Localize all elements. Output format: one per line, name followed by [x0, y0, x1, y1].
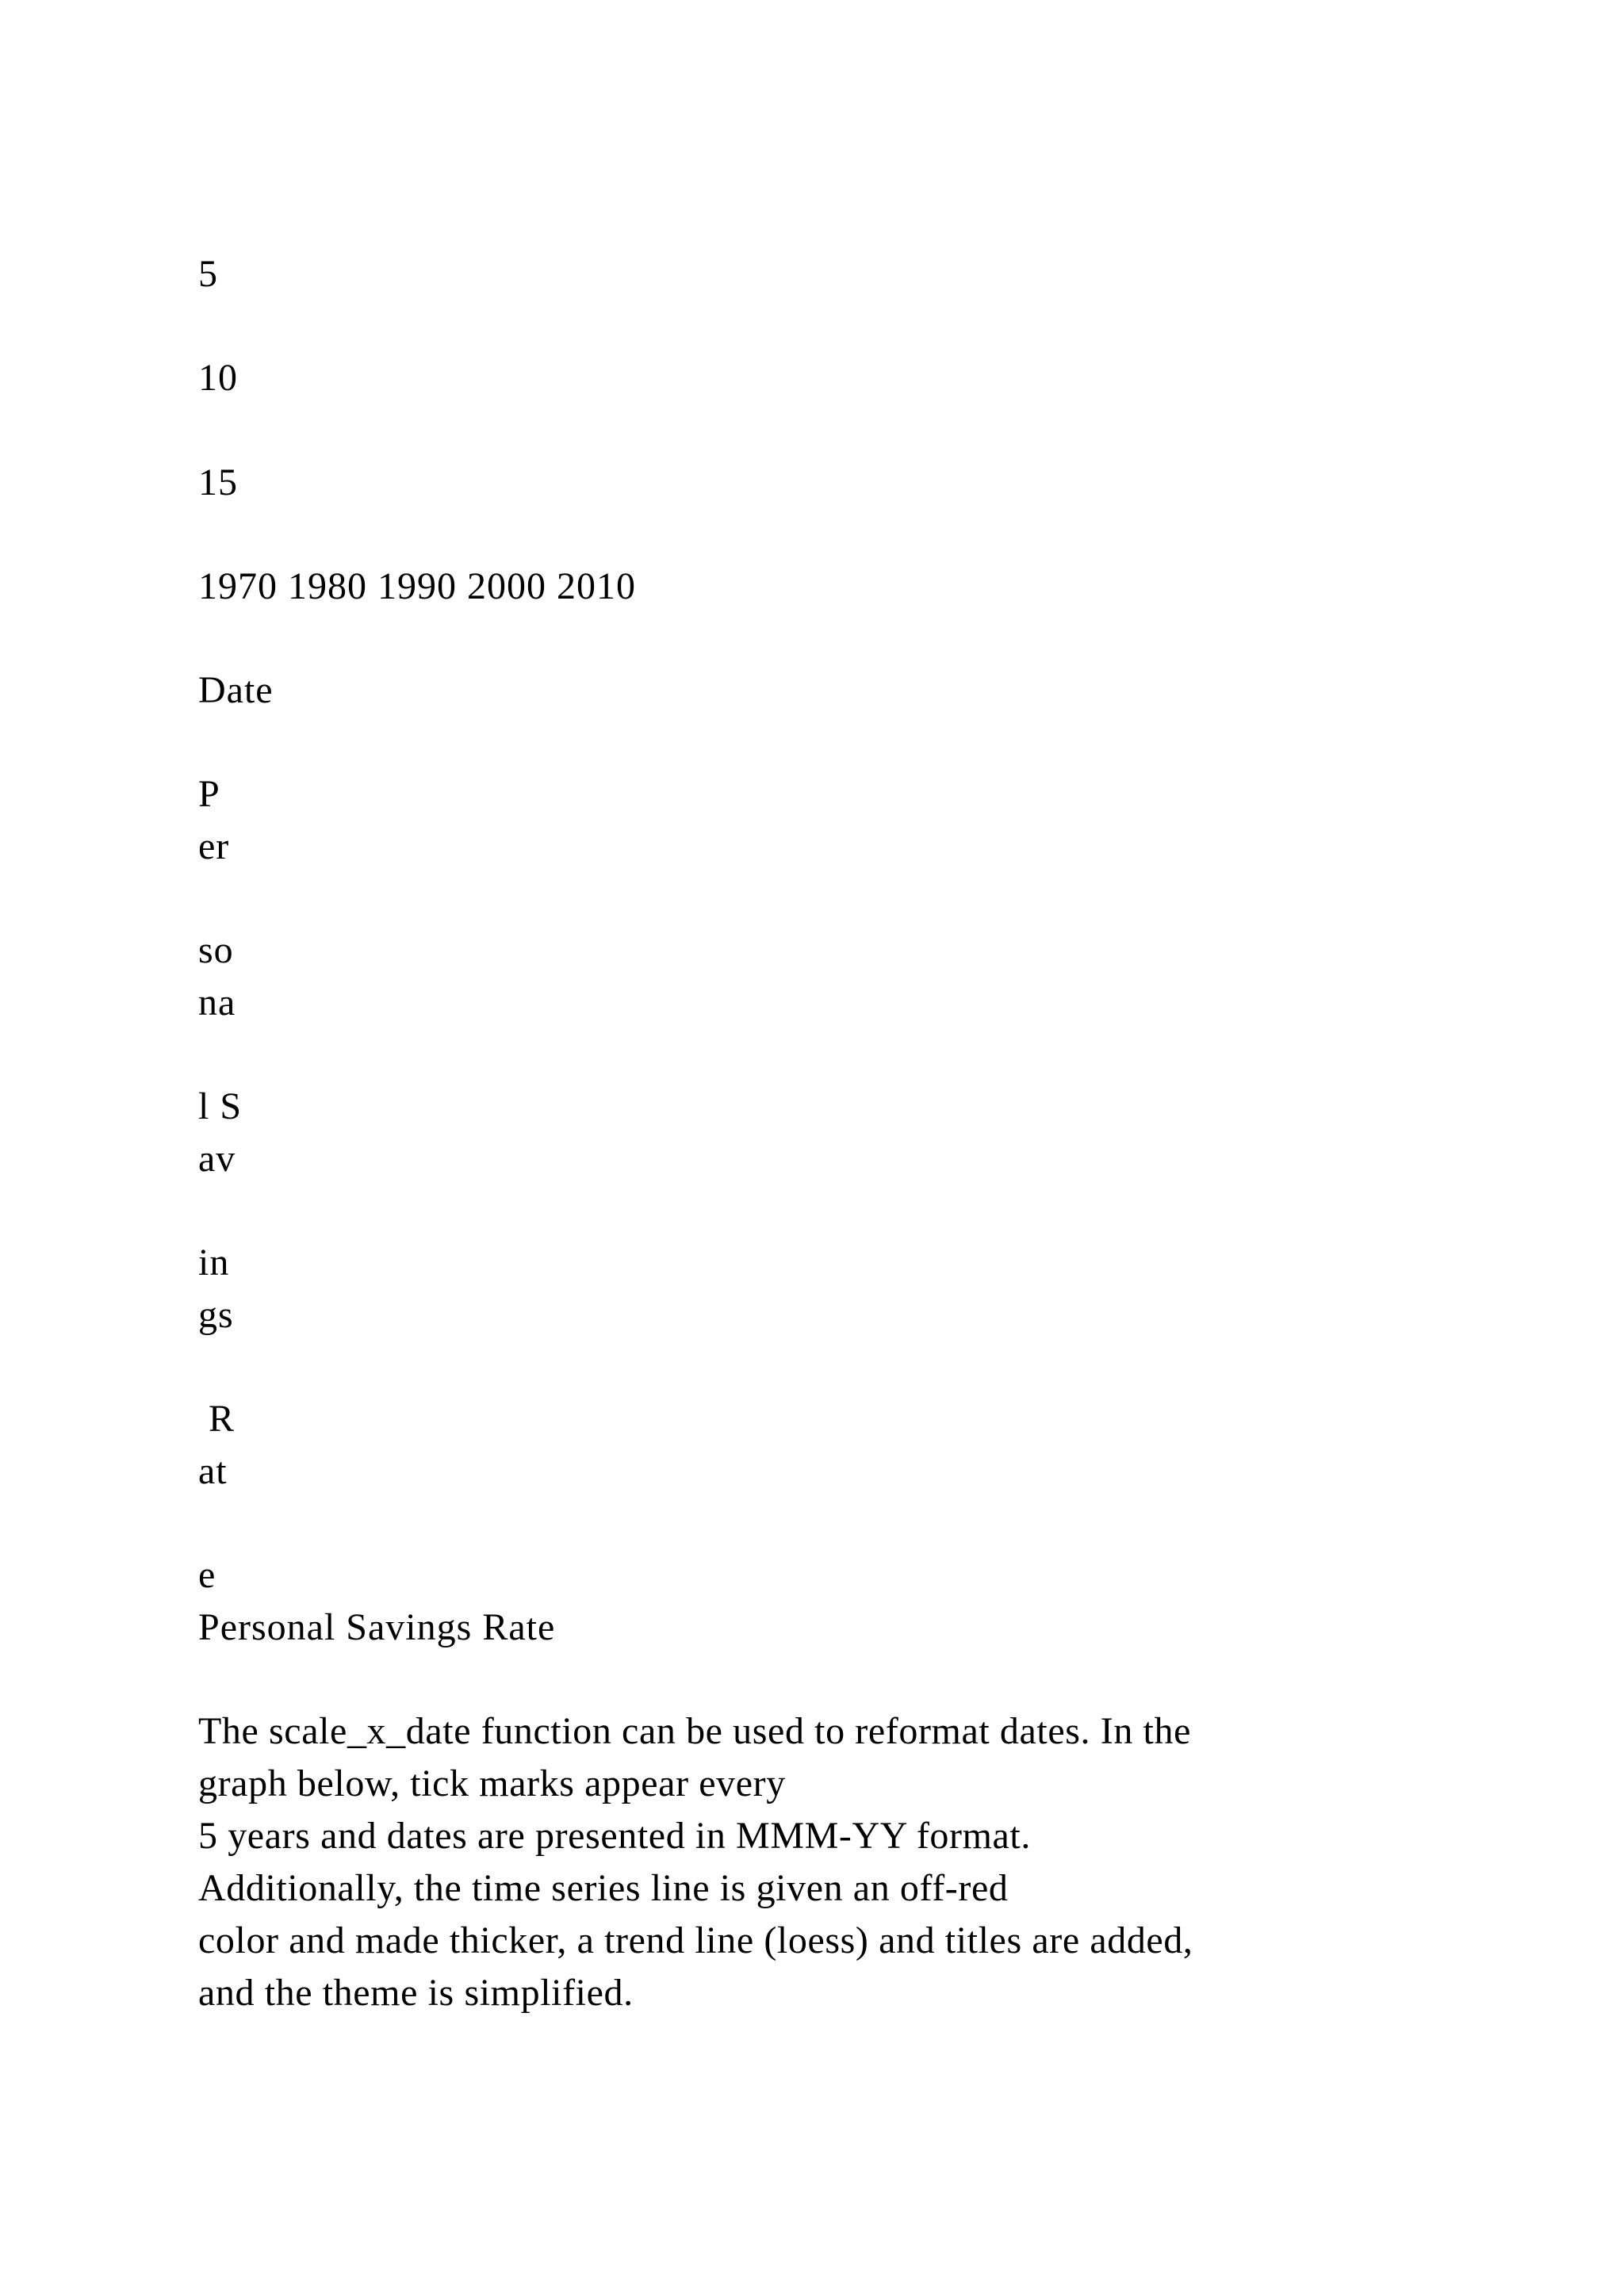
y-label-piece: gs: [198, 1294, 234, 1336]
paragraph-line: 5 years and dates are presented in MMM-YY format.: [198, 1815, 1031, 1857]
y-label-piece: at: [198, 1450, 228, 1492]
paragraph-line: The scale_x_date function can be used to reformat dates. In the: [198, 1710, 1191, 1752]
y-label-piece: na: [198, 982, 236, 1024]
y-label-piece: l S: [198, 1085, 243, 1127]
y-label-piece: av: [198, 1138, 236, 1180]
y-label-piece: R: [198, 1398, 236, 1440]
y-label-piece: e: [198, 1554, 216, 1596]
x-axis-label: Date: [198, 669, 274, 711]
y-tick-10: 10: [198, 357, 238, 399]
paragraph-line: color and made thicker, a trend line (loess) and titles are added,: [198, 1919, 1193, 1961]
paragraph-line: graph below, tick marks appear every: [198, 1762, 786, 1804]
y-label-piece: in: [198, 1242, 230, 1284]
chart-title-text: Personal Savings Rate: [198, 1606, 556, 1648]
y-label-piece: so: [198, 929, 234, 971]
y-tick-5: 5: [198, 253, 218, 295]
paragraph-line: and the theme is simplified.: [198, 1972, 634, 2014]
x-tick-labels: 1970 1980 1990 2000 2010: [198, 565, 636, 607]
y-label-piece: er: [198, 825, 230, 867]
paragraph-line: Additionally, the time series line is given an off-red: [198, 1867, 1009, 1909]
y-tick-15: 15: [198, 461, 238, 503]
y-label-piece: P: [198, 773, 220, 815]
